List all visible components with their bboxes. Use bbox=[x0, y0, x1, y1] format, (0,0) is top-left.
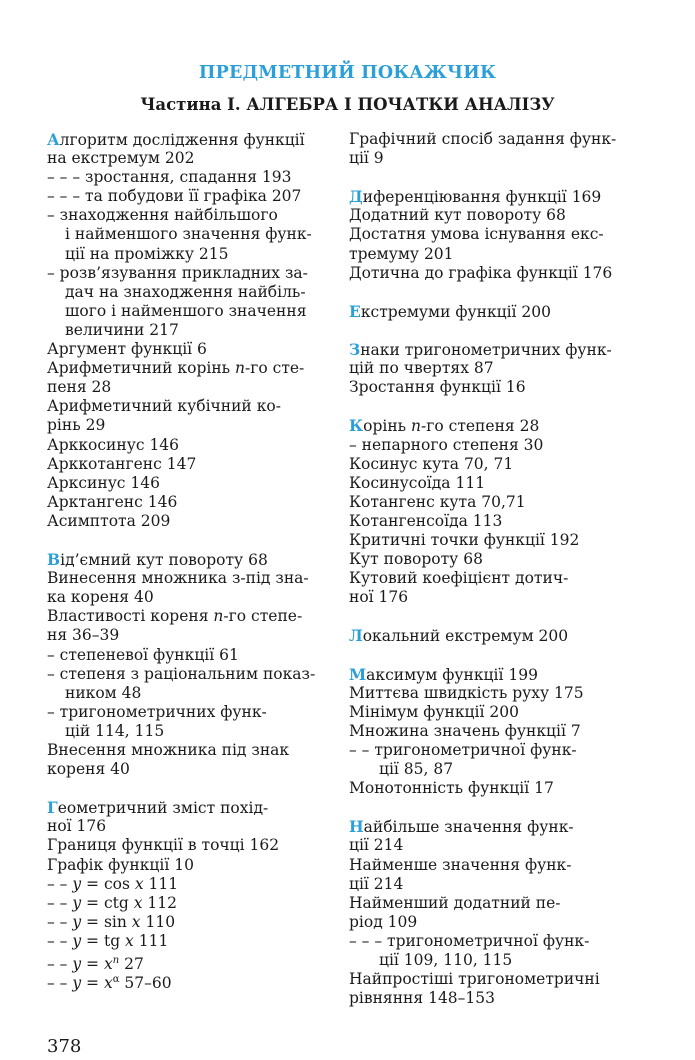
index-entry: Зростання функції 16 bbox=[349, 378, 526, 397]
index-entry: Диференціювання функції 169 bbox=[349, 187, 602, 207]
index-entry: ції 214 bbox=[349, 836, 404, 855]
index-entry: Арктангенс 146 bbox=[47, 492, 178, 511]
index-letter: К bbox=[349, 416, 364, 436]
index-entry: Алгоритм дослідження функції bbox=[47, 130, 305, 149]
index-entry: Винесення множника з-під зна- bbox=[47, 569, 309, 588]
index-entry: – – – та побудови її графіка 207 bbox=[47, 187, 302, 206]
index-entry: Локальний екстремум 200 bbox=[349, 626, 569, 646]
index-entry: і найменшого значення функ- bbox=[65, 225, 312, 244]
page-title: ПРЕДМЕТНИЙ ПОКАЖЧИК bbox=[198, 63, 497, 83]
index-entry: цій 114, 115 bbox=[65, 721, 165, 740]
index-entry: Косинус кута 70, 71 bbox=[349, 454, 514, 473]
index-entry: – знаходження найбільшого bbox=[47, 206, 278, 225]
section-subtitle: Частина І. АЛГЕБРА І ПОЧАТКИ АНАЛІЗУ bbox=[140, 95, 555, 114]
index-entry: – – – зростання, спадання 193 bbox=[47, 168, 292, 187]
index-entry: – – $y = x^\alpha$ 57–60 bbox=[47, 974, 172, 993]
index-entry: – степеневої функції 61 bbox=[47, 645, 239, 664]
index-entry: Властивості кореня n-го степе- bbox=[47, 607, 303, 626]
index-entry: Арифметичний кубічний ко- bbox=[47, 397, 281, 416]
index-entry: Аргумент функції 6 bbox=[47, 340, 207, 359]
index-entry: Достатня умова існування екс- bbox=[349, 225, 604, 244]
index-entry: – – y = tg x 111 bbox=[47, 931, 169, 950]
index-entry: Критичні точки функції 192 bbox=[349, 530, 580, 549]
index-entry: Додатний кут повороту 68 bbox=[349, 206, 566, 225]
index-entry: Найпростіші тригонометричні bbox=[349, 970, 600, 989]
index-letter: Л bbox=[349, 626, 363, 646]
index-entry: Найменше значення функ- bbox=[349, 855, 572, 874]
index-entry: тремуму 201 bbox=[349, 244, 454, 263]
index-letter: З bbox=[349, 340, 361, 360]
index-entry: Кут повороту 68 bbox=[349, 550, 483, 569]
index-entry: шого і найменшого значення bbox=[65, 301, 307, 320]
index-entry: – степеня з раціональним показ- bbox=[47, 664, 316, 683]
index-entry: рінь 29 bbox=[47, 416, 106, 435]
index-entry: Найменший додатний пе- bbox=[349, 893, 561, 912]
index-entry: Котангенс кута 70,71 bbox=[349, 492, 526, 511]
index-letter: Д bbox=[349, 187, 363, 207]
index-entry: Котангенсоїда 113 bbox=[349, 511, 503, 530]
index-letter: А bbox=[47, 130, 60, 149]
index-entry: Від’ємний кут повороту 68 bbox=[47, 550, 268, 570]
index-letter: Н bbox=[349, 817, 364, 837]
index-entry: Арксинус 146 bbox=[47, 473, 161, 492]
index-entry: кореня 40 bbox=[47, 760, 130, 779]
index-entry: Арккотангенс 147 bbox=[47, 454, 197, 473]
index-letter: В bbox=[47, 550, 61, 570]
index-entry: Графік функції 10 bbox=[47, 855, 194, 874]
index-entry: Найбільше значення функ- bbox=[349, 817, 574, 837]
index-entry: ником 48 bbox=[65, 683, 142, 702]
index-entry: цій по чвертях 87 bbox=[349, 359, 494, 378]
index-letter: М bbox=[349, 664, 367, 684]
index-entry: – – y = cos x 111 bbox=[47, 874, 179, 893]
index-entry: Дотична до графіка функції 176 bbox=[349, 263, 613, 282]
index-entry: Внесення множника під знак bbox=[47, 741, 290, 759]
index-entry: Корінь n-го степеня 28 bbox=[349, 416, 540, 436]
index-entry: Множина значень функції 7 bbox=[349, 721, 581, 740]
index-entry: Асимптота 209 bbox=[47, 511, 171, 530]
index-entry: Границя функції в точці 162 bbox=[47, 836, 280, 855]
page-number: 378 bbox=[47, 1036, 82, 1057]
index-entry: – непарного степеня 30 bbox=[349, 435, 544, 454]
index-entry: ції 214 bbox=[349, 874, 404, 893]
index-entry: Арифметичний корінь n-го сте- bbox=[47, 359, 305, 378]
index-entry: пеня 28 bbox=[47, 378, 112, 397]
index-entry: – – y = ctg x 112 bbox=[47, 893, 177, 912]
index-entry: Максимум функції 199 bbox=[349, 664, 538, 684]
index-entry: ріод 109 bbox=[349, 912, 418, 931]
index-entry: – – – тригонометричної функ- bbox=[349, 931, 590, 950]
index-entry: Екстремуми функції 200 bbox=[349, 301, 552, 321]
index-letter: Е bbox=[349, 301, 361, 321]
index-entry: ка кореня 40 bbox=[47, 588, 154, 607]
index-entry: рівняння 148–153 bbox=[349, 989, 496, 1008]
index-entry: Графічний спосіб задання функ- bbox=[349, 130, 617, 148]
index-entry: Мінімум функції 200 bbox=[349, 702, 519, 721]
index-entry: Косинусоїда 111 bbox=[349, 473, 486, 492]
index-entry: на екстремум 202 bbox=[47, 149, 195, 168]
index-entry: ня 36–39 bbox=[47, 626, 120, 645]
index-entry: ції на проміжку 215 bbox=[65, 244, 229, 263]
index-entry: ції 109, 110, 115 bbox=[379, 951, 513, 970]
index-letter: Г bbox=[47, 798, 58, 818]
index-entry: дач на знаходження найбіль- bbox=[65, 282, 306, 301]
index-entry: Арккосинус 146 bbox=[47, 435, 180, 454]
index-entry: ної 176 bbox=[47, 817, 107, 836]
index-entry: – – $y = x^n$ 27 bbox=[47, 955, 144, 974]
index-entry: – – тригонометричної функ- bbox=[349, 741, 577, 759]
index-entry: Миттєва швидкість руху 175 bbox=[349, 683, 584, 702]
index-entry: Знаки тригонометричних функ- bbox=[349, 340, 612, 360]
index-entry: величини 217 bbox=[65, 320, 179, 339]
index-entry: ції 85, 87 bbox=[379, 760, 454, 779]
index-entry: Геометричний зміст похід- bbox=[47, 798, 269, 818]
index-entry: ції 9 bbox=[349, 149, 384, 168]
index-entry: Кутовий коефіцієнт дотич- bbox=[349, 569, 569, 588]
index-entry: ної 176 bbox=[349, 588, 409, 607]
index-entry: – тригонометричних функ- bbox=[47, 702, 267, 721]
index-entry: – – y = sin x 110 bbox=[47, 912, 176, 931]
index-entry: Монотонність функції 17 bbox=[349, 779, 554, 798]
index-column-right bbox=[349, 130, 649, 1008]
index-entry: – розв’язування прикладних за- bbox=[47, 263, 308, 282]
index-column-left bbox=[47, 130, 342, 993]
